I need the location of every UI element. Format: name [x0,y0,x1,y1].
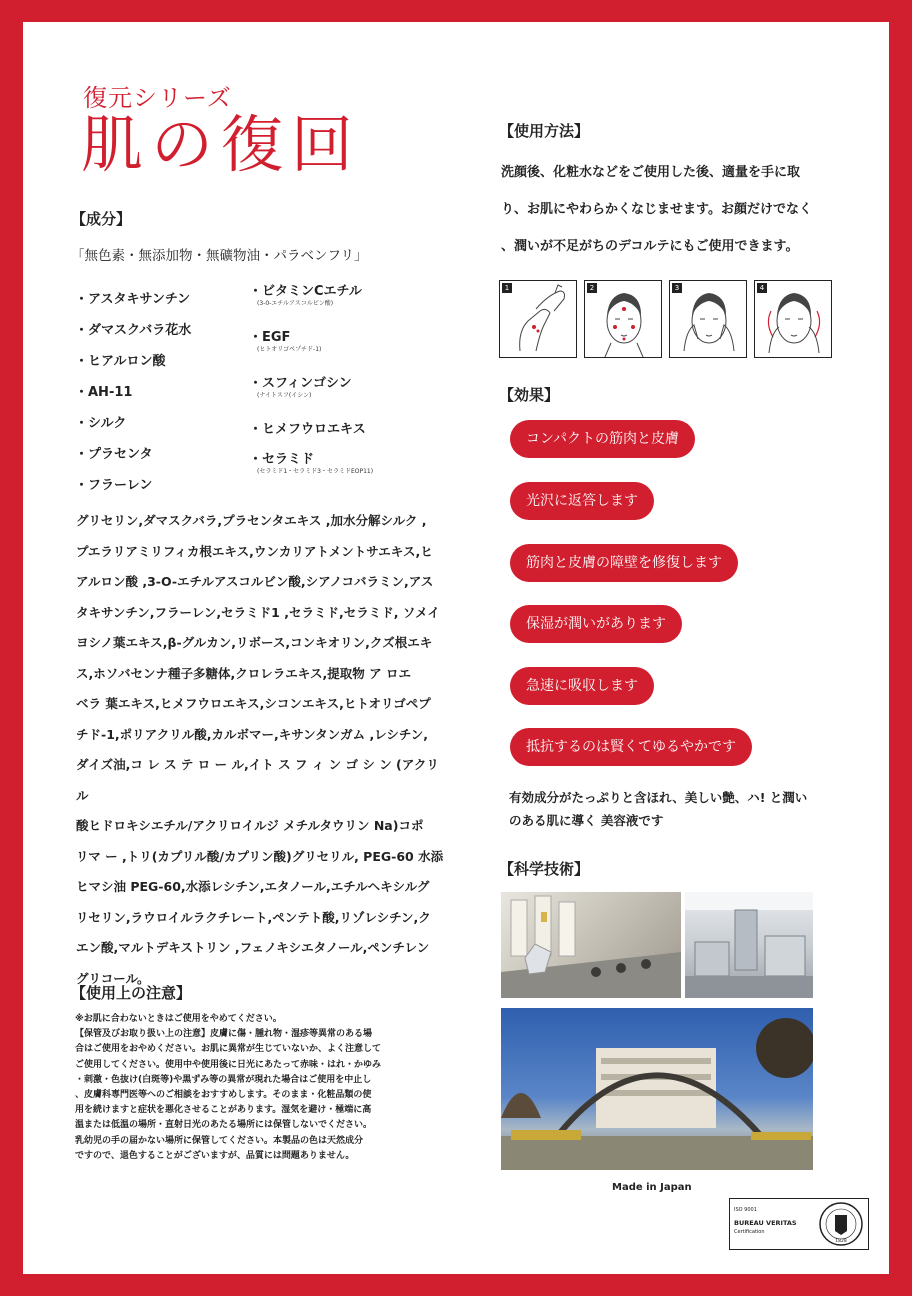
usage-step-3: 3 [669,280,747,358]
effect-badge: 急速に吸収します [510,667,654,705]
ingredient-item: ・セラミド (セラミド1・セラミド3・セラミドEOP11) [249,452,374,475]
ingredient-item: ・ヒメフウロエキス [249,422,366,437]
full-ingredient-list: グリセリン,ダマスクバラ,プラセンタエキス ,加水分解シルク , プエラリアミリフィカ根エキス,ウンカリアトメントサエキス,ヒ アルロン酸 ,3-O-エチルアスコルビン酸,シアノコバラミン,アス タキサンチン,フラーレン,セラミド1 ,セラミド,セラミド, ソメイ ヨシノ葉エキス,β-グルカン,リボース,コンキオリン,クズ根エキ ス,ホソバセンナ種子多糖体,クロレラエキス,提取物 ア ロエ ベラ 葉エキス,ヒメフウロエキス,シコンエキス,ヒトオリゴペプ チド-1,ポリアクリル酸,カルボマー,キサンタンガム ,レシチン, ダイズ油,コ レ ス テ ロ ー ル,イト ス フ ィ ン ゴ シ ン (アクリル 酸ヒドロキシエチル/アクリロイルジ メチルタウリン Na)コポ リマ ー ,トリ(カプリル酸/カプリン酸)グリセリル, PEG-60 水添 ヒマシ油 PEG-60,水添レシチン,エタノール,エチルヘキシルグ リセリン,ラウロイルラクチレート,ペンテト酸,リゾレシチン,ク エン酸,マルトデキストリン ,フェノキシエタノール,ペンチレン グリコール。 [76,513,444,986]
usage-step-2: 2 [584,280,662,358]
usage-text: 洗顔後、化粧水などをご使用した後、適量を手に取 り、お肌にやわらかくなじませます。お顔だけでなく 、潤いが不足がちのデコルテにもご使用できます。 [501,165,812,254]
ingredients-right-list [249,284,449,492]
factory-machine-illustration [685,892,813,998]
certification-badge: ISO 9001 BUREAU VERITAS Certification 1828 [729,1198,869,1250]
ingredient-item: ・ビタミンCエチル (3-0-エチルアスコルビン酸) [249,284,362,307]
effects-heading: 【効果】 [499,386,560,404]
ingredient-item: ・EGF (ヒトオリゴペプチド-1) [249,330,322,353]
ingredient-item: ・ダマスクバラ花水 [75,323,192,338]
ingredient-item: ・シルク [75,416,127,431]
campus-arch-illustration [501,1008,813,1170]
bureau-veritas-seal: 1828 [818,1201,864,1247]
effect-badge: 保湿が潤いがあります [510,605,682,643]
effect-badge: 光沢に返答します [510,482,654,520]
campus-photo [501,1008,813,1170]
usage-heading: 【使用方法】 [499,122,590,140]
ingredient-item: ・フラーレン [75,478,153,493]
product-title: 肌の復回 [81,108,362,181]
caution-text: ※お肌に合わないときはご使用をやめてください。 【保管及びお取り扱い上の注意】皮膚に傷・腫れ物・湿疹等異常のある場 合はご使用をおやめください。お肌に異常が生じていないか、よく注意して ご使用してください。使用中や使用後に日光にあたって赤味・はれ・かゆみ ・刺激・色抜け(白斑等)や黒ずみ等の異常が現れた場合はご使用を中止し 、皮膚科専門医等へのご相談をおすすめします。そのまま・化粧品類の使 用を続けますと症状を悪化させることがあります。湿気を避け・極端に高 温または低温の場所・直射日光のあたる場所には保管しないでください。 乳幼児の手の届かない場所に保管してください。本製品の色は天然成分 ですので、退色することがございますが、品質には問題ありません。 [75,1014,382,1161]
ingredients-left-list [75,284,191,501]
ingredient-item: ・アスタキサンチン [75,292,191,307]
effects-summary: 有効成分がたっぷりと含ほれ、美しい艶、ハ! と潤い のある肌に導く 美容液です [509,790,808,828]
ingredient-item: ・プラセンタ [75,447,153,462]
science-heading: 【科学技術】 [499,860,590,878]
usage-step-4: 4 [754,280,832,358]
usage-step-1: 1 [499,280,577,358]
effect-badge: コンパクトの筋肉と皮膚 [510,420,695,458]
made-in-label: Made in Japan [612,1182,692,1193]
effect-badge: 筋肉と皮膚の障壁を修復します [510,544,738,582]
lab-bottles-illustration [501,892,681,998]
lab-bottles-photo [501,892,681,998]
factory-photo [685,892,813,998]
ingredient-item: ・AH-11 [75,385,133,400]
ingredients-heading: 【成分】 [71,210,132,228]
ingredient-item: ・ヒアルロン酸 [75,354,166,369]
product-flyer [23,22,889,1274]
series-label: 復元シリーズ [83,84,232,112]
ingredients-tagline: 「無色素・無添加物・無礦物油・パラベンフリ」 [71,248,368,264]
caution-heading: 【使用上の注意】 [71,984,192,1002]
ingredient-item: ・スフィンゴシン (ナイトスフ(イシン) [249,376,352,399]
effect-badge: 抵抗するのは賢くてゆるやかです [510,728,752,766]
